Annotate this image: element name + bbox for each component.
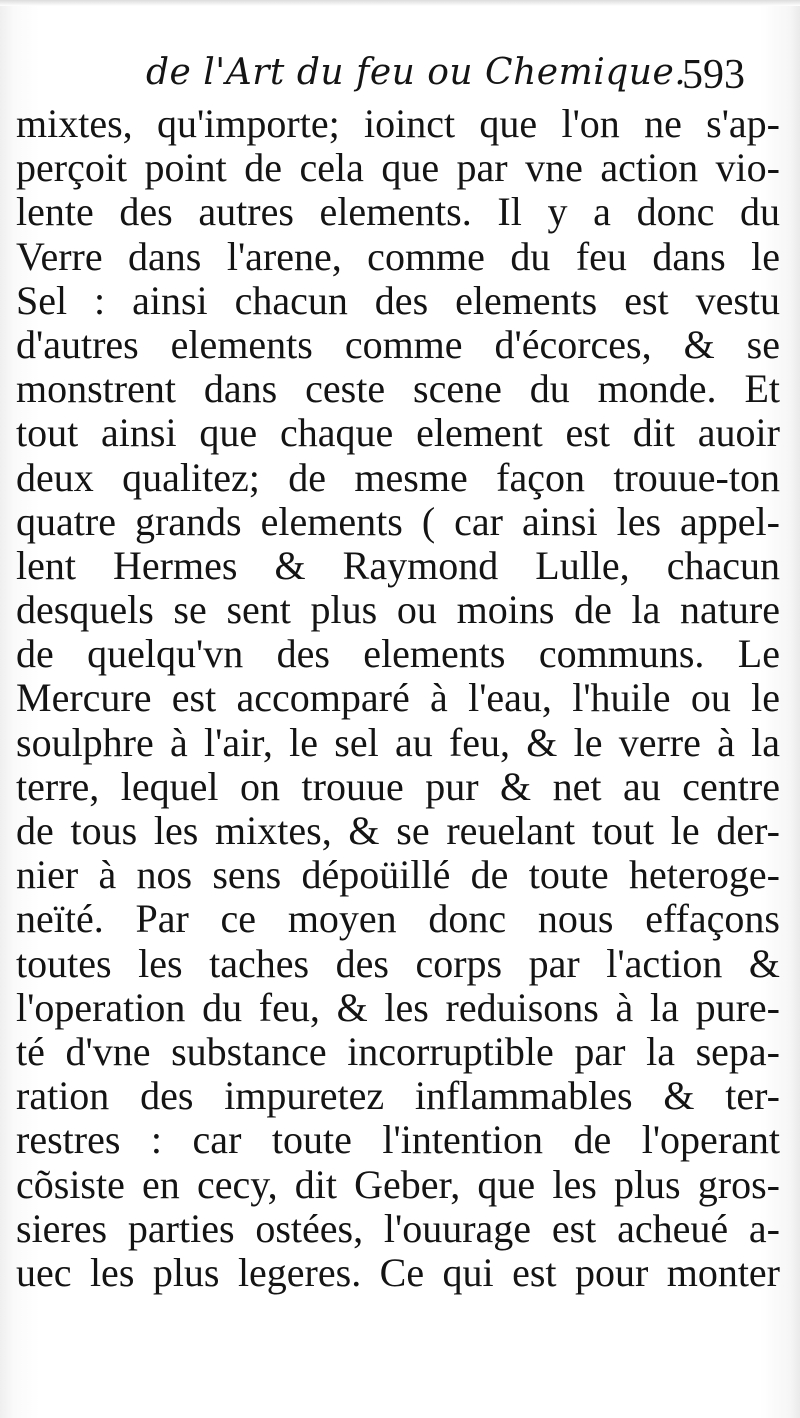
text-line: terre, lequel on trouue pur & net au centre — [16, 764, 780, 809]
text-line: té d'vne substance incorruptible par la sepa- — [16, 1029, 780, 1074]
text-line: perçoit point de cela que par vne action vio- — [16, 146, 780, 191]
text-line: ration des impuretez inflammables & ter- — [16, 1074, 780, 1119]
text-line: cõsiste en cecy, dit Geber, que les plus gros- — [16, 1162, 780, 1207]
page-number: 593 — [682, 52, 745, 98]
text-line: d'autres elements comme d'écorces, & se — [16, 322, 780, 367]
text-line: soulphre à l'air, le sel au feu, & le verre à la — [16, 720, 780, 765]
text-line: lent Hermes & Raymond Lulle, chacun — [16, 543, 780, 588]
text-line: de quelqu'vn des elements communs. Le — [16, 632, 780, 677]
text-line: l'operation du feu, & les reduisons à la pure- — [16, 985, 780, 1030]
text-line: uec les plus legeres. Ce qui est pour monter — [16, 1250, 780, 1295]
text-line: quatre grands elements ( car ainsi les appel- — [16, 499, 780, 544]
text-line: de tous les mixtes, & se reuelant tout le der- — [16, 809, 780, 853]
text-line: Verre dans l'arene, comme du feu dans le — [16, 234, 780, 279]
text-line: restres : car toute l'intention de l'operant — [16, 1118, 780, 1163]
text-line: nier à nos sens dépoüillé de toute heteroge- — [16, 853, 780, 898]
text-line: deux qualitez; de mesme façon trouue-ton — [16, 455, 780, 500]
page-top-edge — [0, 0, 800, 6]
text-line: Sel : ainsi chacun des elements est vestu — [16, 278, 780, 323]
body-text — [16, 102, 780, 1295]
text-line: desquels se sent plus ou moins de la nature — [16, 588, 780, 633]
running-title: de l'Art du feu ou Chemique. — [146, 52, 687, 93]
text-line: tout ainsi que chaque element est dit auoir — [16, 411, 780, 456]
text-line: toutes les taches des corps par l'action & — [16, 941, 780, 986]
text-line: mixtes, qu'importe; ioinct que l'on ne s'ap- — [16, 102, 780, 146]
text-line: monstrent dans ceste scene du monde. Et — [16, 367, 780, 412]
text-line: lente des autres elements. Il y a donc du — [16, 190, 780, 235]
text-line: neïté. Par ce moyen donc nous effaçons — [16, 897, 780, 942]
text-line: sieres parties ostées, l'ouurage est acheué a- — [16, 1206, 780, 1251]
running-head — [0, 48, 800, 98]
text-line: Mercure est accomparé à l'eau, l'huile ou le — [16, 676, 780, 721]
